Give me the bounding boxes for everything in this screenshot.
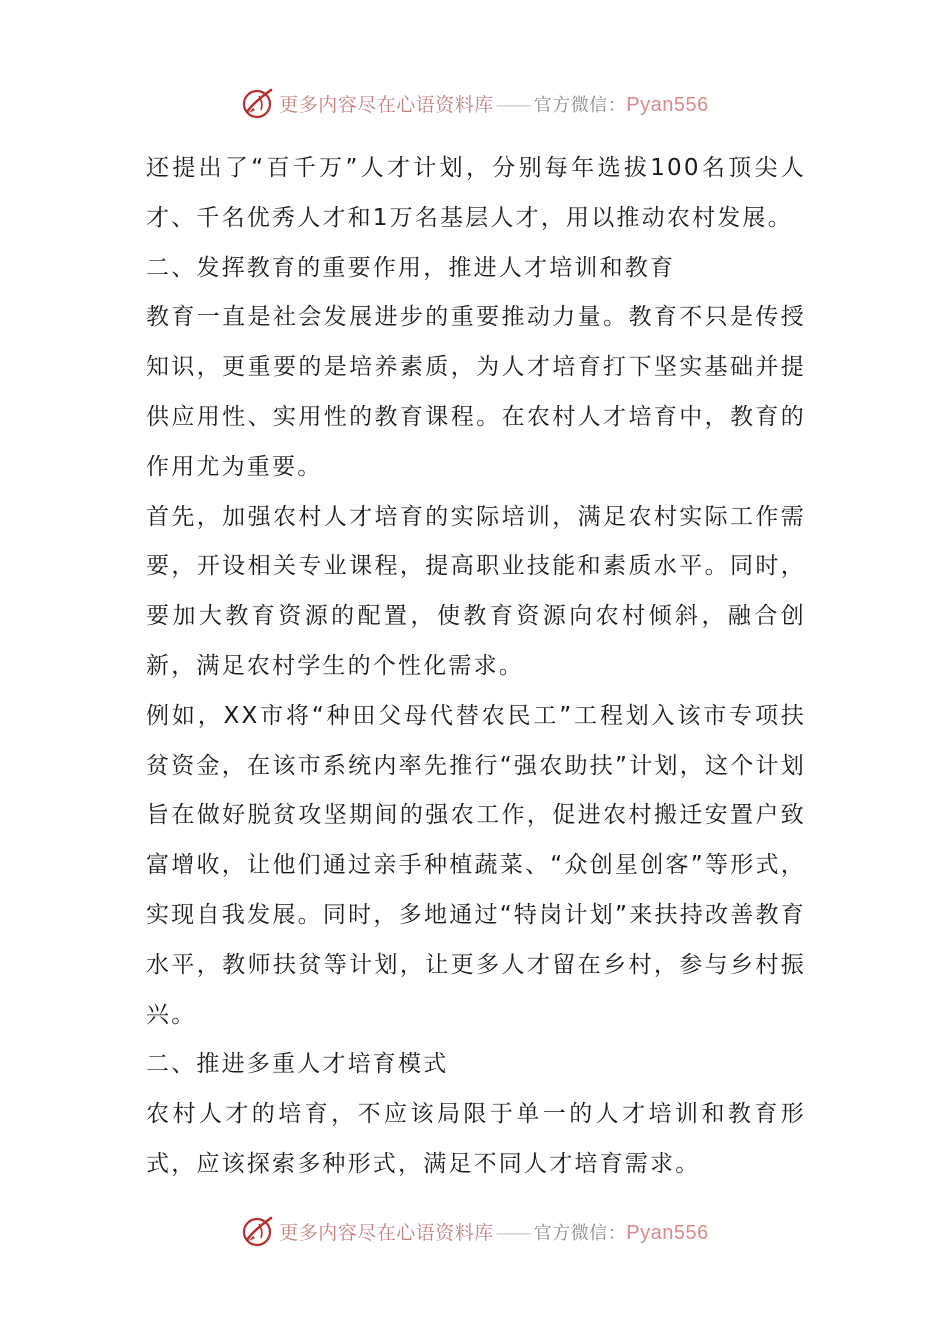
paragraph-1: 还提出了“百千万”人才计划，分别每年选拔100名顶尖人才、千名优秀人才和1万名基层人才，用以推动农村发展。: [146, 155, 806, 231]
banner-text: [279, 1218, 708, 1245]
document-body: [146, 144, 806, 1190]
footer-banner: [0, 1211, 950, 1251]
banner-brand: 更多内容尽在心语资料库: [279, 93, 494, 116]
pen-logo-icon: [241, 86, 275, 120]
pen-logo-icon: [241, 1214, 275, 1248]
banner-wechat-id: Pyan556: [626, 93, 709, 116]
paragraph-4: 例如，XX市将“种田父母代替农民工”工程划入该市专项扶贫资金，在该市系统内率先推行“强农助扶”计划，这个计划旨在做好脱贫攻坚期间的强农工作，促进农村搬迁安置户致富增收，让他们通过亲手种植蔬菜、“众创星创客”等形式，实现自我发展。同时，多地通过“特岗计划”来扶持改善教育水平，教师扶贫等计划，让更多人才留在乡村，参与乡村振兴。: [146, 702, 806, 1028]
banner-text: [279, 90, 708, 117]
banner-dash: ——: [495, 1221, 530, 1244]
banner-wechat-id: Pyan556: [626, 1221, 709, 1244]
paragraph-5: 农村人才的培育，不应该局限于单一的人才培训和教育形式，应该探索多种形式，满足不同人才培育需求。: [146, 1101, 806, 1177]
section-heading-2: 二、推进多重人才培育模式: [146, 1051, 449, 1078]
section-heading-1: 二、发挥教育的重要作用，推进人才培训和教育: [146, 254, 676, 281]
banner-brand: 更多内容尽在心语资料库: [279, 1221, 494, 1244]
banner-wechat-label: 官方微信：: [533, 94, 627, 116]
banner-dash: ——: [495, 93, 530, 116]
header-banner: [0, 83, 950, 123]
banner-wechat-label: 官方微信：: [533, 1222, 627, 1244]
paragraph-2: 教育一直是社会发展进步的重要推动力量。教育不只是传授知识，更重要的是培养素质，为人才培育打下坚实基础并提供应用性、实用性的教育课程。在农村人才培育中，教育的作用尤为重要。: [146, 304, 806, 480]
paragraph-3: 首先，加强农村人才培育的实际培训，满足农村实际工作需要，开设相关专业课程，提高职业技能和素质水平。同时，要加大教育资源的配置，使教育资源向农村倾斜，融合创新，满足农村学生的个性化需求。: [146, 503, 806, 679]
